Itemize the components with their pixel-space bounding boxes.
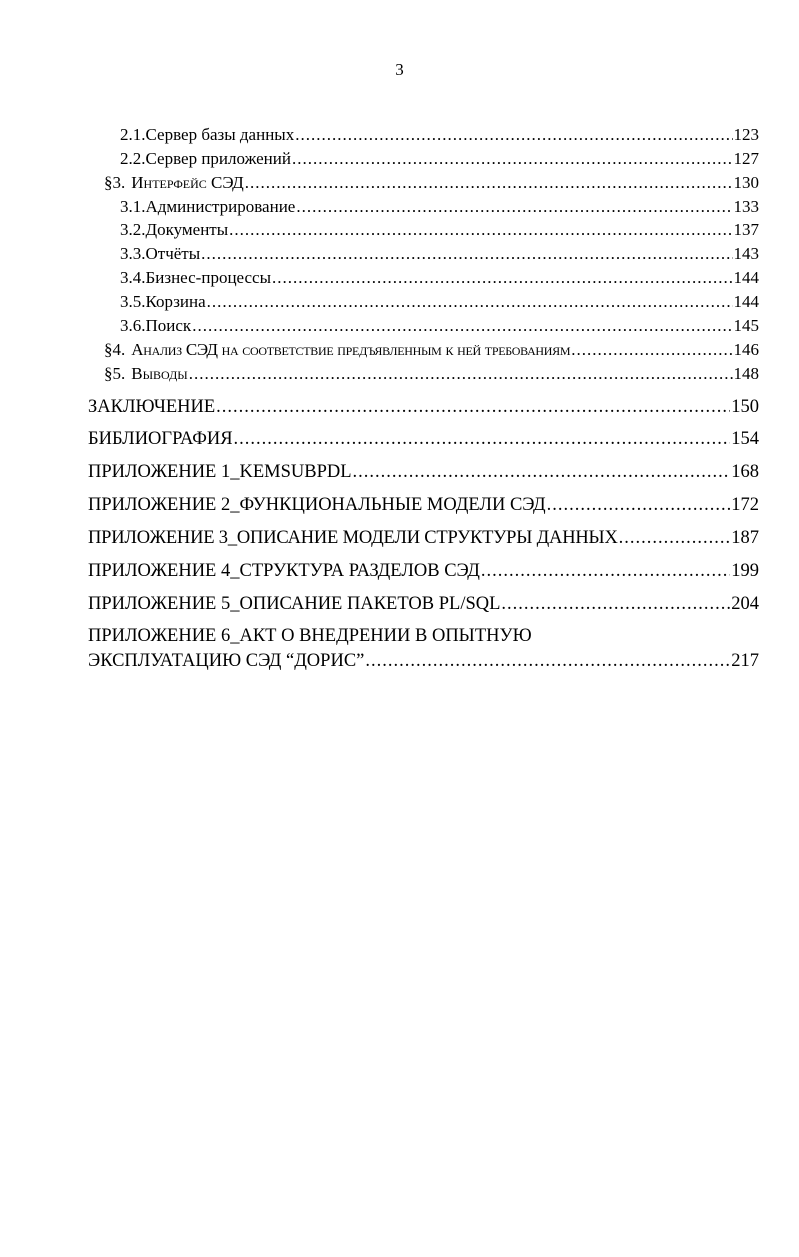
toc-entry-page: 127 [733,149,759,168]
toc-entry-number: 3.3. [120,244,146,263]
dot-leader [216,398,730,417]
dot-leader [571,341,732,358]
dot-leader [207,293,733,310]
toc-entry[interactable] [104,341,759,358]
dot-leader [292,150,733,167]
toc-entry-page: 130 [733,173,759,192]
toc-entry-title: ПРИЛОЖЕНИЕ 4_СТРУКТУРА РАЗДЕЛОВ СЭД [88,561,480,581]
toc-entry-page: 145 [733,316,759,335]
toc-entry-number: 3.6. [120,316,146,335]
toc-entry[interactable] [120,245,759,262]
toc-entry-title: Выводы [131,364,188,383]
toc-entry-title: Документы [145,220,229,239]
dot-leader [353,463,731,482]
toc-entry-title: ПРИЛОЖЕНИЕ 1_KEMSUBPDL [88,462,352,482]
dot-leader [619,529,731,548]
dot-leader [296,198,732,215]
toc-entry[interactable] [88,529,759,548]
toc-entry-page: 123 [733,125,759,144]
toc-entry-number: §3. [104,173,126,192]
toc-entry-title: ЗАКЛЮЧЕНИЕ [88,397,216,417]
toc-entry-number: 3.5. [120,292,146,311]
toc-entry-page: 154 [731,429,759,449]
toc-entry-title: Анализ СЭД на соответствие предъявленным к ней требованиям [131,340,571,359]
toc-entry-title: Поиск [145,316,192,335]
dot-leader [201,245,732,262]
toc-entry-number: 3.2. [120,220,146,239]
toc-entry-page: 148 [733,364,759,383]
toc-entry[interactable] [88,595,759,614]
toc-entry-number: §5. [104,364,126,383]
toc-entry[interactable] [120,269,759,286]
dot-leader [365,652,730,671]
dot-leader [234,430,731,449]
toc-entry[interactable] [104,365,759,382]
dot-leader [547,496,731,515]
toc-entry-page: 199 [731,561,759,581]
toc-entry-page: 172 [731,495,759,515]
toc-entry[interactable] [88,652,759,671]
toc-entry-page: 168 [731,462,759,482]
toc-entry-title: Интерфейс СЭД [131,173,244,192]
dot-leader [189,365,733,382]
toc-entry-page: 144 [733,292,759,311]
toc-entry-title: Бизнес-процессы [145,268,272,287]
toc-entry-title-line2: ЭКСПЛУАТАЦИЮ СЭД “ДОРИС” [88,651,365,671]
toc-entry[interactable] [88,463,759,482]
toc-entry-number: 3.4. [120,268,146,287]
toc-entry[interactable] [88,496,759,515]
page-number: 3 [395,60,404,79]
toc-entry-page: 187 [731,528,759,548]
toc-entry-number: 2.2. [120,149,146,168]
toc-entry-page: 150 [731,397,759,417]
toc-entry-title: ПРИЛОЖЕНИЕ 5_ОПИСАНИЕ ПАКЕТОВ PL/SQL [88,594,501,614]
toc-entry-title: Сервер базы данных [145,125,295,144]
toc-entry[interactable] [88,430,759,449]
dot-leader [229,221,732,238]
toc-entry-title: Корзина [145,292,206,311]
toc-entry[interactable] [88,398,759,417]
toc-entry-title-line1[interactable]: ПРИЛОЖЕНИЕ 6_АКТ О ВНЕДРЕНИИ В ОПЫТНУЮ [88,626,532,646]
dot-leader [481,562,730,581]
toc-entry-number: 3.1. [120,197,146,216]
toc-entry[interactable] [120,293,759,310]
toc-entry-page: 143 [733,244,759,263]
toc-entry[interactable] [120,126,759,143]
toc-entry[interactable] [120,150,759,167]
toc-entry[interactable] [120,317,759,334]
toc-entry-title: ПРИЛОЖЕНИЕ 2_ФУНКЦИОНАЛЬНЫЕ МОДЕЛИ СЭД [88,495,546,515]
toc-entry-page: 204 [731,594,759,614]
dot-leader [272,269,732,286]
toc-entry-title: БИБЛИОГРАФИЯ [88,429,233,449]
toc-entry-page: 133 [733,197,759,216]
toc-entry-page: 146 [733,340,759,359]
toc-entry-title: Отчёты [145,244,201,263]
toc-entry-title: Сервер приложений [145,149,291,168]
toc-entry-page: 137 [733,220,759,239]
toc-entry[interactable] [120,221,759,238]
toc-entry-page: 144 [733,268,759,287]
dot-leader [192,317,732,334]
toc-entry[interactable] [120,198,759,215]
toc-entry-title: ПРИЛОЖЕНИЕ 3_ОПИСАНИЕ МОДЕЛИ СТРУКТУРЫ ДАННЫХ [88,528,618,548]
toc-entry-number: §4. [104,340,126,359]
toc-entry-page: 217 [731,651,759,671]
toc-entry-title: Администрирование [145,197,296,216]
dot-leader [295,126,732,143]
toc-entry[interactable] [88,562,759,581]
toc-entry[interactable] [104,174,759,191]
toc-entry-number: 2.1. [120,125,146,144]
dot-leader [501,595,730,614]
dot-leader [245,174,733,191]
